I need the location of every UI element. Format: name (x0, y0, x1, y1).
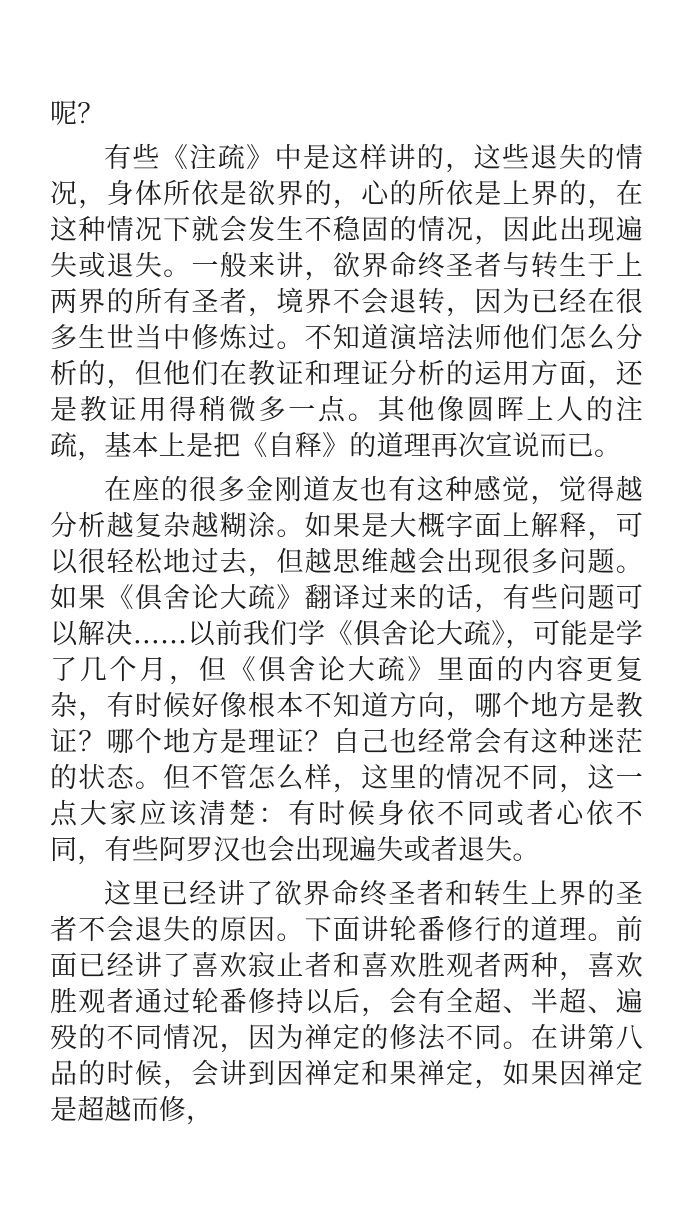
paragraph-analysis: 在座的很多金刚道友也有这种感觉，觉得越分析越复杂越糊涂。如果是大概字面上解释，可以很轻松地过去，但越思维越会出现很多问题。如果《俱舍论大疏》翻译过来的话，有些问题可以解决……以前我们学《俱舍论大疏》，可能是学了几个月，但《俱舍论大疏》里面的内容更复杂，有时候好像根本不知道方向，哪个地方是教证？哪个地方是理证？自己也经常会有这种迷茫的状态。但不管怎么样，这里的情况不同，这一点大家应该清楚：有时候身依不同或者心依不同，有些阿罗汉也会出现遍失或者退失。 (50, 475, 643, 866)
paragraph-alternating-practice: 这里已经讲了欲界命终圣者和转生上界的圣者不会退失的原因。下面讲轮番修行的道理。前面已经讲了喜欢寂止者和喜欢胜观者两种，喜欢胜观者通过轮番修持以后，会有全超、半超、遍殁的不同情况，因为禅定的修法不同。在讲第八品的时候，会讲到因禅定和果禅定，如果因禅定是超越而修， (50, 879, 643, 1126)
body-text (50, 97, 643, 1129)
paragraph-continuation: 呢？ (50, 99, 105, 130)
paragraph-commentary: 有些《注疏》中是这样讲的，这些退失的情况，身体所依是欲界的，心的所依是上界的，在这种情况下就会发生不稳固的情况，因此出现遍失或退失。一般来讲，欲界命终圣者与转生于上两界的所有圣者，境界不会退转，因为已经在很多生世当中修炼过。不知道演培法师他们怎么分析的，但他们在教证和理证分析的运用方面，还是教证用得稍微多一点。其他像圆晖上人的注疏，基本上是把《自释》的道理再次宣说而已。 (50, 143, 643, 462)
